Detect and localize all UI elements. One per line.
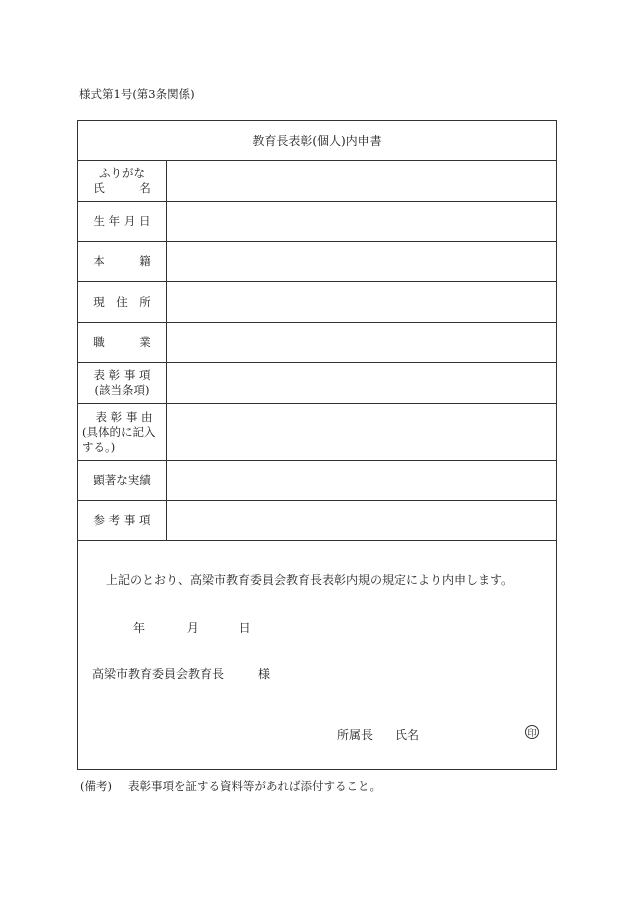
label-address: 現 住 所 xyxy=(78,282,167,322)
honorific: 様 xyxy=(258,667,271,681)
value-occupation[interactable] xyxy=(167,323,556,362)
date-line xyxy=(133,619,251,636)
value-name[interactable] xyxy=(167,161,556,201)
label-name-text: 氏 名 xyxy=(93,181,151,195)
row-domicile xyxy=(78,242,556,282)
label-commendation-item xyxy=(78,363,167,403)
label-occupation: 職 業 xyxy=(78,323,167,362)
signer xyxy=(337,726,419,743)
label-commendation-reason xyxy=(78,404,167,460)
signer-name-label: 氏名 xyxy=(395,728,420,742)
seal-mark: 印 xyxy=(525,725,539,739)
value-commendation-item[interactable] xyxy=(167,363,556,403)
row-commendation-reason xyxy=(78,404,556,461)
date-month: 月 xyxy=(186,621,199,635)
remarks-text: 表彰事項を証する資料等があれば添付すること。 xyxy=(127,779,381,793)
label-commendation-reason-line1: 表 彰 事 由 xyxy=(95,409,153,424)
row-occupation xyxy=(78,323,556,363)
value-commendation-reason[interactable] xyxy=(167,404,556,460)
form-title: 教育長表彰(個人)内申書 xyxy=(78,121,556,161)
label-achievements: 顕著な実績 xyxy=(78,461,167,500)
form-rows xyxy=(78,161,556,541)
row-name xyxy=(78,161,556,202)
remarks-label: (備考) xyxy=(80,779,112,793)
row-commendation-item xyxy=(78,363,556,404)
addressee-name: 高梁市教育委員会教育長 xyxy=(92,667,225,681)
statement-section xyxy=(78,541,556,771)
row-reference xyxy=(78,501,556,541)
label-domicile: 本 籍 xyxy=(78,242,167,281)
value-achievements[interactable] xyxy=(167,461,556,500)
label-commendation-reason-line2: (具体的に記入 xyxy=(82,424,156,439)
addressee xyxy=(92,665,270,682)
row-birthdate xyxy=(78,202,556,242)
date-day: 日 xyxy=(238,621,251,635)
label-commendation-reason-line3: する。) xyxy=(82,439,116,454)
row-achievements xyxy=(78,461,556,501)
row-address xyxy=(78,282,556,323)
label-name xyxy=(78,161,167,201)
value-reference[interactable] xyxy=(167,501,556,540)
application-form xyxy=(77,120,557,770)
label-reference: 参 考 事 項 xyxy=(78,501,167,540)
label-furigana: ふりがな xyxy=(99,166,145,180)
value-address[interactable] xyxy=(167,282,556,322)
value-birthdate[interactable] xyxy=(167,202,556,241)
label-birthdate: 生 年 月 日 xyxy=(78,202,167,241)
label-commendation-item-line2: (該当条項) xyxy=(94,383,150,397)
value-domicile[interactable] xyxy=(167,242,556,281)
signer-title: 所属長 xyxy=(337,728,374,742)
date-year: 年 xyxy=(133,621,146,635)
form-number: 様式第1号(第3条関係) xyxy=(79,87,195,101)
remarks xyxy=(80,778,381,794)
statement-text: 上記のとおり、高梁市教育委員会教育長表彰内規の規定により内申します。 xyxy=(106,573,514,587)
label-commendation-item-line1: 表 彰 事 項 xyxy=(93,368,151,382)
